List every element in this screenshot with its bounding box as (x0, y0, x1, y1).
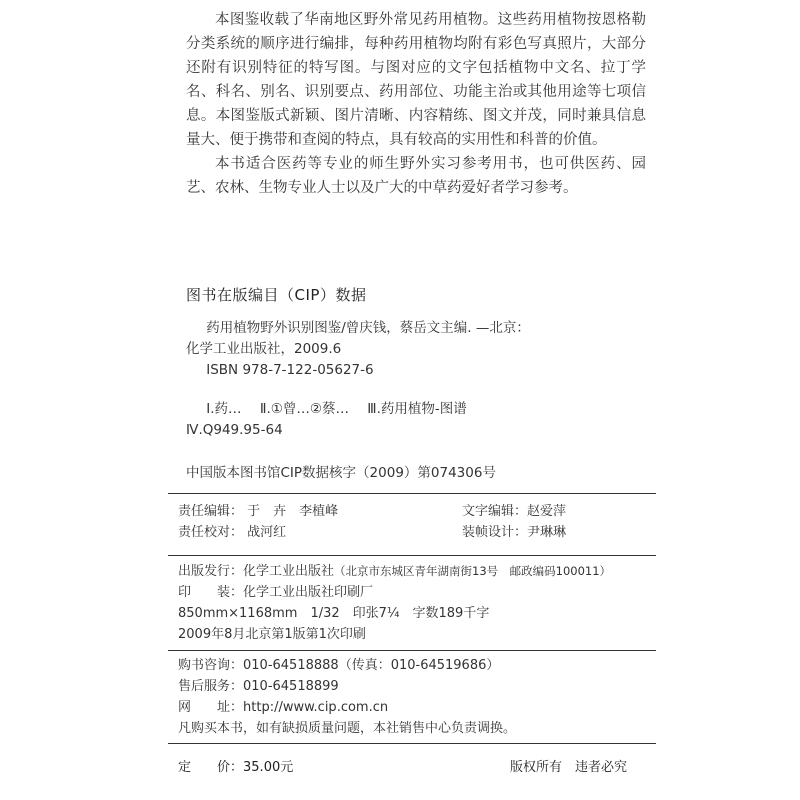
divider-4 (168, 743, 656, 744)
cip-class-2: Ⅱ.①曾…②蔡… (259, 401, 349, 417)
price-label: 定 价： (178, 760, 244, 775)
editor-label: 责任编辑： (178, 504, 244, 519)
text-editor (462, 501, 566, 522)
proof-row (178, 522, 648, 543)
service-row (178, 676, 648, 697)
order-label: 购书咨询： (178, 658, 244, 673)
cip-class-4: Ⅳ.Q949.95-64 (186, 422, 283, 438)
cip-data-block (186, 318, 626, 484)
cip-line-isbn: ISBN 978-7-122-05627-6 (206, 362, 374, 378)
publisher-value: 化学工业出版社 (243, 564, 335, 579)
price (178, 756, 293, 775)
edition-row: 2009年8月北京第1版第1次印刷 (178, 627, 366, 642)
spec-row: 850mm×1168mm 1/32 印张7¼ 字数189千字 (178, 606, 490, 621)
cover-designer (462, 522, 566, 543)
service-label: 售后服务： (178, 679, 244, 694)
cip-line-title-authors: 药用植物野外识别图鉴/曾庆钱，蔡岳文主编. —北京： (206, 320, 530, 336)
divider-3 (168, 650, 656, 651)
cip-class-3: Ⅲ.药用植物-图谱 (367, 401, 467, 417)
intro-paragraph-1: 本图鉴收载了华南地区野外常见药用植物。这些药用植物按恩格勒分类系统的顺序进行编排，每种药用植物均附有彩色写真照片，大部分还附有识别特征的特写图。与图对应的文字包括植物中文名、拉丁学名、科名、别名、识别要点、药用部位、功能主治或其他用途等七项信息。本图鉴版式新颖、图片清晰、内容精练、图文并茂，同时兼具信息量大、便于携带和查阅的特点，具有较高的实用性和科普的价值。 (186, 12, 646, 148)
proof-value: 战河红 (247, 525, 287, 540)
proof-label: 责任校对： (178, 525, 244, 540)
publisher-address: （北京市东城区青年湖南街13号 邮政编码100011） (334, 564, 612, 578)
divider-top-thick (168, 493, 656, 494)
publishing-section (178, 561, 648, 645)
publisher-row (178, 561, 648, 582)
cip-class-1: Ⅰ.药… (206, 401, 242, 417)
cip-classification (186, 399, 626, 420)
website-row (178, 697, 648, 718)
service-value: 010-64518899 (243, 679, 339, 694)
editors-section (178, 501, 648, 543)
divider-2 (168, 555, 656, 556)
printer-row (178, 582, 648, 603)
text-editor-label: 文字编辑： (462, 504, 528, 519)
price-value: 35.00元 (243, 760, 294, 775)
design-label: 装帧设计： (462, 525, 528, 540)
cip-line-publisher-date: 化学工业出版社，2009.6 (186, 341, 342, 357)
print-value: 化学工业出版社印刷厂 (243, 585, 374, 600)
editor-row (178, 501, 648, 522)
book-introduction (186, 8, 646, 200)
print-label: 印 装： (178, 585, 244, 600)
web-label: 网 址： (178, 700, 244, 715)
cip-verification-number: 中国版本图书馆CIP数据核字（2009）第074306号 (186, 465, 496, 481)
quality-notice: 凡购买本书，如有缺损质量问题，本社销售中心负责调换。 (178, 721, 517, 736)
order-row (178, 655, 648, 676)
order-value: 010-64518888（传真：010-64519686） (243, 658, 500, 673)
copyright-notice: 版权所有 违者必究 (510, 760, 628, 775)
design-value: 尹琳琳 (527, 525, 567, 540)
cip-title: 图书在版编目（CIP）数据 (186, 286, 367, 304)
contact-section (178, 655, 648, 739)
publisher-label: 出版发行： (178, 564, 244, 579)
text-editor-value: 赵爱萍 (527, 504, 567, 519)
editor-value: 于 卉 李植峰 (247, 504, 339, 519)
intro-paragraph-2: 本书适合医药等专业的师生野外实习参考用书，也可供医药、园艺、农林、生物专业人士以及广大的中草药爱好者学习参考。 (186, 156, 646, 196)
web-value: http://www.cip.com.cn (243, 700, 389, 715)
